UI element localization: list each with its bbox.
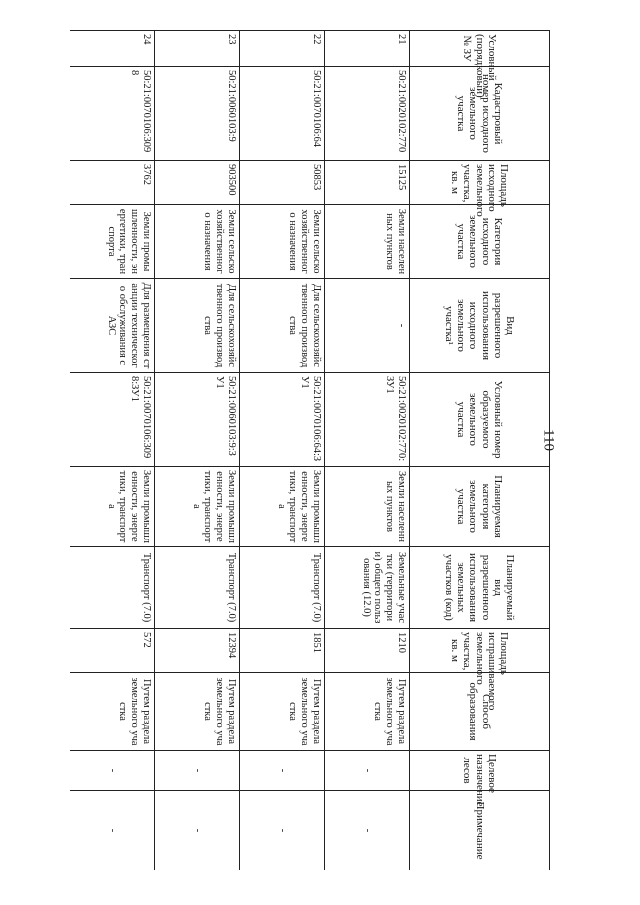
table-row [155,31,240,871]
table-cell: Путем раздела земельного участка [325,673,410,751]
table-cell: Земли населенных пунктов [325,205,410,279]
table-header-row [410,31,550,871]
table-cell: 50:21:0020102:770 [325,67,410,161]
header-cell: Кадастровый номер исходного земельного участка [410,67,550,161]
header-cell: Планируемая категория земельного участка [410,467,550,547]
header-cell: Способ образования [410,673,550,751]
table-cell: 1210 [325,629,410,673]
table-cell: Земельные участки (территории) общего пользования (12.0) [325,547,410,629]
header-cell: Площадь исходного земельного участка, кв. м [410,161,550,205]
rotated-content [70,30,550,870]
table-cell: - [325,751,410,791]
table-cell: 21 [325,31,410,67]
table-cell: 50:21:0070106:64:ЗУ1 [240,373,325,467]
table-row [70,31,155,871]
table-cell: 903500 [155,161,240,205]
table-cell: - [70,751,155,791]
table-cell: - [155,791,240,871]
table-cell: Земли сельскохозяйственного назначения [155,205,240,279]
table-cell: Транспорт (7.0) [155,547,240,629]
table-cell: 12394 [155,629,240,673]
table-cell: 50:21:0020102:770:ЗУ1 [325,373,410,467]
table-cell: 50:21:0060103:9:ЗУ1 [155,373,240,467]
table-cell: Для сельскохозяйственного производства [240,279,325,373]
table-cell: 50:21:0070106:64 [240,67,325,161]
header-cell: Планируемый вид разрешенного использования земельных участков (код) [410,547,550,629]
header-cell: Вид разрешенного использования исходного земельного участка¹ [410,279,550,373]
table-cell: Путем раздела земельного участка [70,673,155,751]
table-cell: Земли населенных пунктов [325,467,410,547]
table-cell: 50:21:0060103:9 [155,67,240,161]
table-cell: Земли сельскохозяйственного назначения [240,205,325,279]
table-cell: Земли промышленности, энергетики, транспорта [240,467,325,547]
table-cell: Транспорт (7.0) [70,547,155,629]
table-cell: 50:21:0070106:3098 [70,67,155,161]
table-row [325,31,410,871]
table-cell: Земли промышленности, энергетики, транспорта [70,467,155,547]
table-cell: 3762 [70,161,155,205]
table-cell: - [240,751,325,791]
table-cell: 23 [155,31,240,67]
table-cell: Путем раздела земельного участка [155,673,240,751]
table-cell: Земли промышленности, энергетики, транспорта [155,467,240,547]
table-cell: 50853 [240,161,325,205]
table-cell: 572 [70,629,155,673]
table-cell: - [155,751,240,791]
table-cell: Путем раздела земельного участка [240,673,325,751]
table-cell: Для сельскохозяйственного производства [155,279,240,373]
page-number: 110 [540,429,557,451]
rotated-page [70,30,550,870]
header-cell: Примечание [410,791,550,871]
table-cell: 22 [240,31,325,67]
table-cell: 24 [70,31,155,67]
table-cell: - [325,791,410,871]
header-cell: Площадь испрашиваемого земельного участка, кв. м [410,629,550,673]
table-cell: Для размещения станции технического обслуживания с АЗС [70,279,155,373]
table-cell: 50:21:0070106:3098:ЗУ1 [70,373,155,467]
table-cell: - [325,279,410,373]
header-cell: Условный номер образуемого земельного участка [410,373,550,467]
table-cell: 1851 [240,629,325,673]
table-cell: - [70,791,155,871]
table-cell: Земли промышленности, энергетики, транспорта [70,205,155,279]
table-cell: - [240,791,325,871]
table-cell: 15125 [325,161,410,205]
header-cell: Условный (порядковый) № ЗУ [410,31,550,67]
header-cell: Целевое назначение лесов [410,751,550,791]
table-cell: Транспорт (7.0) [240,547,325,629]
header-cell: Категория исходного земельного участка [410,205,550,279]
table-row [240,31,325,871]
land-plots-table [70,30,550,870]
